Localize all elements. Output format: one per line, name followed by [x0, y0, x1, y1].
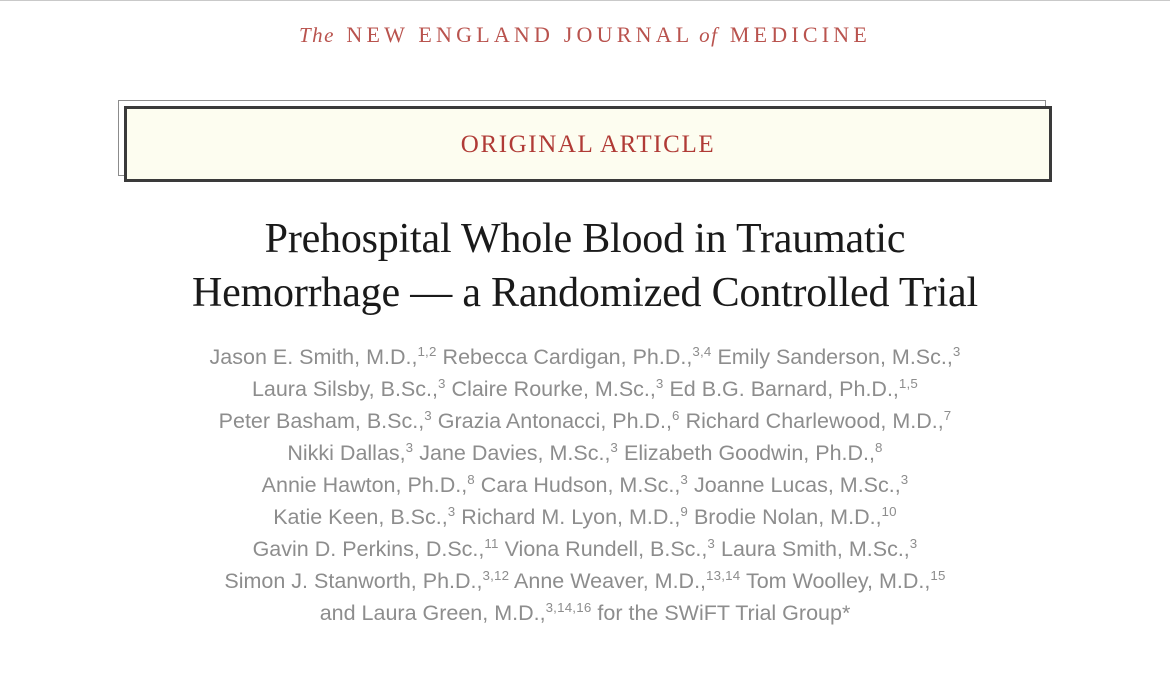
author-name: Gavin D. Perkins, D.Sc.,: [252, 537, 485, 561]
author-affiliation-marker: 3,4: [692, 343, 712, 359]
author-affiliation-marker: 3: [424, 407, 432, 423]
author-name: Anne Weaver, M.D.,: [509, 569, 707, 593]
author-affiliation-marker: 15: [930, 567, 946, 583]
author-name: Brodie Nolan, M.D.,: [687, 505, 882, 529]
author-affiliation-marker: 3: [680, 471, 688, 487]
author-name: Jason E. Smith, M.D.,: [209, 345, 418, 369]
author-affiliation-marker: 6: [672, 407, 680, 423]
author-line: [85, 469, 1085, 501]
author-line: [85, 501, 1085, 533]
author-line: [85, 437, 1085, 469]
author-name: Simon J. Stanworth, Ph.D.,: [224, 569, 483, 593]
author-name: Richard M. Lyon, M.D.,: [455, 505, 681, 529]
article-type-label: ORIGINAL ARTICLE: [460, 130, 716, 158]
author-affiliation-marker: 7: [943, 407, 952, 423]
author-name: Ed B.G. Barnard, Ph.D.,: [663, 377, 899, 401]
author-affiliation-marker: 3: [447, 503, 456, 519]
masthead-of: of: [693, 23, 730, 47]
author-affiliation-marker: 1,2: [417, 343, 437, 359]
journal-masthead: [0, 20, 1170, 50]
author-affiliation-marker: 3: [900, 471, 909, 487]
author-name: Laura Silsby, B.Sc.,: [251, 377, 438, 401]
author-name: Emily Sanderson, M.Sc.,: [711, 345, 953, 369]
masthead-medicine: MEDICINE: [729, 22, 872, 47]
author-affiliation-marker: 3,12: [482, 567, 510, 583]
author-affiliation-marker: 3: [437, 375, 446, 391]
author-name: Annie Hawton, Ph.D.,: [261, 473, 468, 497]
author-affiliation-marker: 13,14: [706, 567, 741, 583]
author-affiliation-marker: 8: [875, 439, 883, 455]
author-name: Katie Keen, B.Sc.,: [273, 505, 448, 529]
author-name: Richard Charlewood, M.D.,: [679, 409, 944, 433]
author-name: and Laura Green, M.D.,: [319, 601, 546, 625]
author-affiliation-marker: 3: [707, 535, 716, 551]
author-name: Elizabeth Goodwin, Ph.D.,: [618, 441, 875, 465]
article-type-banner: [118, 100, 1052, 182]
author-affiliation-marker: 8: [467, 471, 475, 487]
author-affiliation-marker: 11: [484, 535, 499, 551]
article-type-inner-box: [124, 106, 1052, 182]
author-affiliation-marker: 3: [909, 535, 918, 551]
author-affiliation-marker: 1,5: [898, 375, 919, 391]
author-line: [85, 597, 1085, 629]
page-title: [85, 212, 1085, 320]
author-affiliation-marker: 3,14,16: [545, 599, 592, 615]
author-name: Viona Rundell, B.Sc.,: [498, 537, 708, 561]
author-line: [85, 533, 1085, 565]
author-affiliation-marker: 3: [610, 439, 619, 455]
page-top-rule: [0, 0, 1170, 1]
masthead-journal-name: NEW ENGLAND JOURNAL: [346, 22, 694, 47]
author-name: Grazia Antonacci, Ph.D.,: [431, 409, 673, 433]
author-name: Joanne Lucas, M.Sc.,: [687, 473, 901, 497]
author-name: Claire Rourke, M.Sc.,: [445, 377, 656, 401]
author-name: Tom Woolley, M.D.,: [740, 569, 931, 593]
author-affiliation-marker: 3: [952, 343, 961, 359]
author-line: [85, 341, 1085, 373]
title-line-1: Prehospital Whole Blood in Traumatic: [264, 216, 906, 262]
author-name: for the SWiFT Trial Group*: [591, 601, 851, 625]
title-line-2: Hemorrhage — a Randomized Controlled Trial: [192, 270, 978, 316]
author-affiliation-marker: 9: [680, 503, 688, 519]
author-name: Cara Hudson, M.Sc.,: [474, 473, 681, 497]
author-line: [85, 405, 1085, 437]
author-name: Laura Smith, M.Sc.,: [715, 537, 910, 561]
author-affiliation-marker: 3: [655, 375, 664, 391]
author-name: Jane Davies, M.Sc.,: [413, 441, 611, 465]
author-affiliation-marker: 10: [881, 503, 897, 519]
masthead-the: The: [298, 23, 347, 47]
author-name: Rebecca Cardigan, Ph.D.,: [436, 345, 693, 369]
author-list: [85, 341, 1085, 629]
author-line: [85, 373, 1085, 405]
author-line: [85, 565, 1085, 597]
author-name: Nikki Dallas,: [287, 441, 406, 465]
author-name: Peter Basham, B.Sc.,: [218, 409, 425, 433]
author-affiliation-marker: 3: [405, 439, 414, 455]
